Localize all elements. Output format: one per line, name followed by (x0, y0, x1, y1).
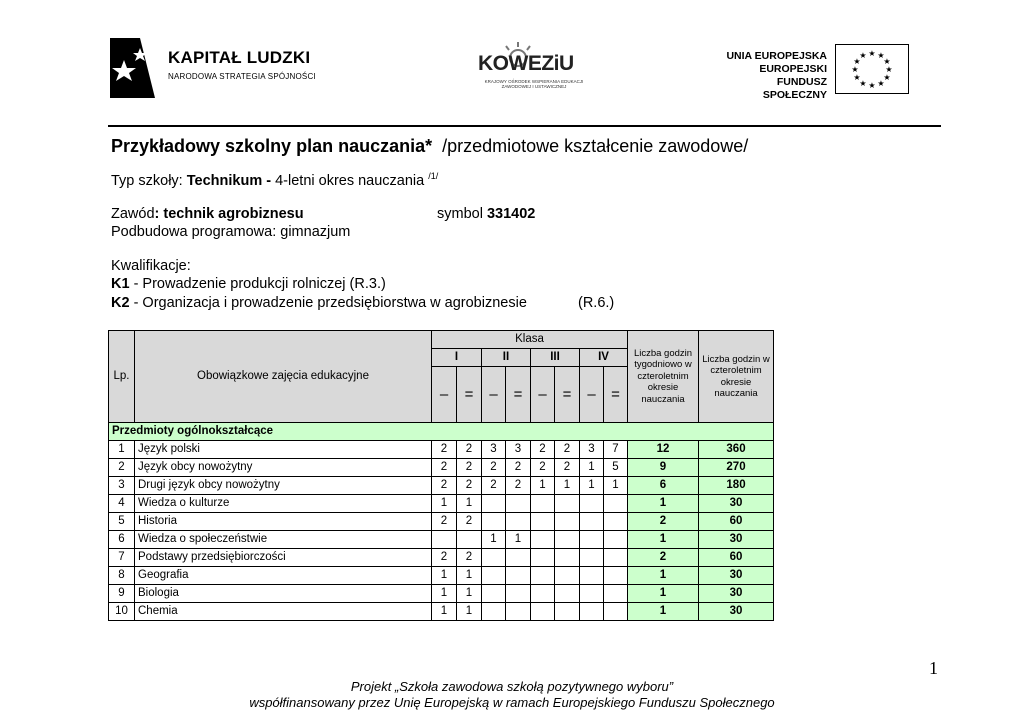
total-hours: 270 (699, 459, 774, 477)
semester-hours: 2 (432, 477, 457, 495)
semester-hours (604, 549, 628, 567)
semester-hours: 3 (506, 441, 531, 459)
svg-text:★: ★ (877, 79, 885, 88)
k1-code: K1 (111, 276, 130, 292)
header-semester: = (604, 367, 628, 423)
table-row (109, 441, 774, 459)
semester-hours: 1 (457, 567, 482, 585)
subject-name: Geografia (135, 567, 432, 585)
semester-hours: 1 (457, 585, 482, 603)
semester-hours (580, 603, 604, 621)
semester-hours: 1 (457, 495, 482, 513)
semester-hours (555, 603, 580, 621)
period-note: /1/ (428, 171, 439, 181)
subject-name: Biologia (135, 585, 432, 603)
profession-line (111, 206, 304, 222)
school-type-label: Typ szkoły: (111, 172, 187, 189)
table-row (109, 567, 774, 585)
svg-text:★: ★ (853, 73, 861, 82)
semester-hours (506, 513, 531, 531)
kapital-ludzki-subtitle: NARODOWA STRATEGIA SPÓJNOŚCI (168, 72, 316, 81)
page-title (111, 136, 748, 157)
footer-cofinancing: współfinansowany przez Unię Europejską w ramach Europejskiego Funduszu Społecznego (249, 695, 775, 710)
semester-hours: 1 (457, 603, 482, 621)
total-hours: 30 (699, 495, 774, 513)
semester-hours (531, 603, 555, 621)
semester-hours (482, 567, 506, 585)
semester-hours (604, 567, 628, 585)
school-type-value: Technikum - (186, 172, 272, 189)
svg-text:★: ★ (868, 49, 876, 58)
semester-hours: 2 (457, 513, 482, 531)
semester-hours (555, 585, 580, 603)
semester-hours (555, 549, 580, 567)
weekly-hours: 2 (628, 549, 699, 567)
semester-hours (531, 585, 555, 603)
subject-name: Chemia (135, 603, 432, 621)
kapital-ludzki-logo (110, 38, 320, 100)
semester-hours (555, 513, 580, 531)
svg-text:★: ★ (851, 65, 859, 74)
semester-hours: 1 (432, 585, 457, 603)
semester-hours: 2 (531, 441, 555, 459)
weekly-hours: 12 (628, 441, 699, 459)
row-number: 8 (109, 567, 135, 585)
qualification-k1 (111, 276, 386, 292)
kapital-ludzki-emblem-icon (110, 38, 155, 98)
header-class-1: I (432, 349, 482, 367)
semester-hours: 1 (580, 459, 604, 477)
weekly-hours: 1 (628, 585, 699, 603)
semester-hours: 2 (457, 477, 482, 495)
total-hours: 180 (699, 477, 774, 495)
header-semester: = (506, 367, 531, 423)
k1-text: - Prowadzenie produkcji rolniczej (R.3.) (129, 276, 386, 292)
semester-hours (580, 495, 604, 513)
row-number: 4 (109, 495, 135, 513)
semester-hours (482, 549, 506, 567)
header-semester: – (482, 367, 506, 423)
semester-hours: 2 (457, 459, 482, 477)
semester-hours (580, 585, 604, 603)
semester-hours (555, 495, 580, 513)
k2-ref: (R.6.) (578, 295, 615, 311)
semester-hours (531, 549, 555, 567)
header-semester: – (531, 367, 555, 423)
semester-hours (580, 531, 604, 549)
qualifications-heading: Kwalifikacje: (111, 258, 191, 274)
eu-flag-icon (835, 44, 909, 94)
subject-name: Drugi język obcy nowożytny (135, 477, 432, 495)
table-row (109, 531, 774, 549)
semester-hours (482, 495, 506, 513)
row-number: 2 (109, 459, 135, 477)
semester-hours: 3 (580, 441, 604, 459)
header-class-3: III (531, 349, 580, 367)
weekly-hours: 1 (628, 603, 699, 621)
semester-hours: 2 (531, 459, 555, 477)
period-text: 4-letni okres nauczania (271, 172, 429, 189)
semester-hours (531, 531, 555, 549)
semester-hours (555, 531, 580, 549)
semester-hours (604, 585, 628, 603)
total-hours: 30 (699, 531, 774, 549)
semester-hours: 2 (506, 459, 531, 477)
semester-hours: 1 (432, 567, 457, 585)
svg-text:★: ★ (877, 51, 885, 60)
total-hours: 30 (699, 603, 774, 621)
table-row (109, 549, 774, 567)
svg-text:★: ★ (859, 79, 867, 88)
title-sub: /przedmiotowe kształcenie zawodowe/ (442, 136, 749, 156)
table-row (109, 459, 774, 477)
semester-hours (531, 495, 555, 513)
semester-hours: 1 (506, 531, 531, 549)
header-divider (108, 125, 941, 127)
weekly-hours: 1 (628, 531, 699, 549)
weekly-hours: 1 (628, 495, 699, 513)
profession-label: Zawód (111, 206, 155, 222)
koweziu-logo (478, 44, 593, 96)
semester-hours (506, 585, 531, 603)
eu-line-2: EUROPEJSKI (759, 63, 827, 75)
table-row (109, 603, 774, 621)
semester-hours (506, 495, 531, 513)
subject-name: Język obcy nowożytny (135, 459, 432, 477)
semester-hours (580, 513, 604, 531)
table-row (109, 495, 774, 513)
row-number: 3 (109, 477, 135, 495)
semester-hours (580, 549, 604, 567)
row-number: 10 (109, 603, 135, 621)
school-type-line (111, 171, 438, 189)
semester-hours (482, 585, 506, 603)
semester-hours (604, 513, 628, 531)
svg-text:★: ★ (883, 57, 891, 66)
semester-hours (457, 531, 482, 549)
weekly-hours: 1 (628, 567, 699, 585)
semester-hours: 3 (482, 441, 506, 459)
row-number: 7 (109, 549, 135, 567)
semester-hours: 2 (482, 459, 506, 477)
total-hours: 60 (699, 549, 774, 567)
k2-code: K2 (111, 295, 130, 311)
eu-line-1: UNIA EUROPEJSKA (726, 50, 827, 62)
eu-text (712, 50, 827, 102)
semester-hours: 2 (432, 549, 457, 567)
total-hours: 30 (699, 567, 774, 585)
program-base: Podbudowa programowa: gimnazjum (111, 224, 351, 240)
total-hours: 60 (699, 513, 774, 531)
row-number: 9 (109, 585, 135, 603)
semester-hours: 5 (604, 459, 628, 477)
row-number: 5 (109, 513, 135, 531)
semester-hours (604, 531, 628, 549)
eu-line-3: FUNDUSZ SPOŁECZNY (762, 76, 827, 101)
semester-hours (506, 603, 531, 621)
semester-hours: 7 (604, 441, 628, 459)
header-lp: Lp. (109, 331, 135, 423)
semester-hours (506, 567, 531, 585)
semester-hours (531, 567, 555, 585)
kapital-ludzki-name: KAPITAŁ LUDZKI (168, 48, 311, 67)
row-number: 6 (109, 531, 135, 549)
semester-hours: 1 (604, 477, 628, 495)
svg-text:★: ★ (885, 65, 893, 74)
footer-project: Projekt „Szkoła zawodowa szkołą pozytywnego wyboru” (350, 679, 674, 694)
semester-hours: 2 (457, 441, 482, 459)
semester-hours: 1 (432, 603, 457, 621)
subject-name: Podstawy przedsiębiorczości (135, 549, 432, 567)
subject-name: Język polski (135, 441, 432, 459)
semester-hours: 1 (555, 477, 580, 495)
table-row (109, 477, 774, 495)
eu-logo (712, 44, 912, 101)
subject-name: Wiedza o społeczeństwie (135, 531, 432, 549)
semester-hours (604, 603, 628, 621)
table-row (109, 585, 774, 603)
semester-hours (555, 567, 580, 585)
svg-text:★: ★ (853, 57, 861, 66)
header-weekly-hours: Liczba godzin tygodniowo w czteroletnim okresie nauczania (628, 331, 699, 423)
semester-hours: 2 (432, 459, 457, 477)
semester-hours: 2 (555, 441, 580, 459)
weekly-hours: 9 (628, 459, 699, 477)
subject-name: Wiedza o kulturze (135, 495, 432, 513)
symbol-line (437, 206, 535, 222)
semester-hours: 2 (432, 441, 457, 459)
header-semester: = (555, 367, 580, 423)
page-number: 1 (929, 658, 938, 678)
qualification-k2 (111, 295, 527, 311)
semester-hours (432, 531, 457, 549)
header-subject: Obowiązkowe zajęcia edukacyjne (135, 331, 432, 423)
semester-hours: 1 (580, 477, 604, 495)
semester-hours: 2 (506, 477, 531, 495)
profession-value: : technik agrobiznesu (154, 206, 304, 222)
koweziu-subtitle: KRAJOWY OŚRODEK WSPIERANIA EDUKACJI ZAWODOWEJ I USTAWICZNEJ (484, 79, 584, 89)
semester-hours: 2 (482, 477, 506, 495)
header-class-4: IV (580, 349, 628, 367)
symbol-label: symbol (437, 206, 487, 222)
total-hours: 360 (699, 441, 774, 459)
header-class-2: II (482, 349, 531, 367)
weekly-hours: 2 (628, 513, 699, 531)
semester-hours: 1 (482, 531, 506, 549)
semester-hours: 1 (531, 477, 555, 495)
header-klasa: Klasa (432, 331, 628, 349)
semester-hours: 2 (457, 549, 482, 567)
svg-text:★: ★ (868, 81, 876, 90)
koweziu-name: KOWEZiU (478, 52, 574, 75)
semester-hours (531, 513, 555, 531)
svg-text:★: ★ (859, 51, 867, 60)
header-total-hours: Liczba godzin w czteroletnim okresie nauczania (699, 331, 774, 423)
section-general-subjects: Przedmioty ogólnokształcące (109, 423, 774, 441)
svg-text:★: ★ (883, 73, 891, 82)
semester-hours: 2 (432, 513, 457, 531)
curriculum-table (108, 330, 774, 621)
header-semester: = (457, 367, 482, 423)
title-main: Przykładowy szkolny plan nauczania* (111, 136, 433, 156)
semester-hours (482, 513, 506, 531)
weekly-hours: 6 (628, 477, 699, 495)
semester-hours: 2 (555, 459, 580, 477)
total-hours: 30 (699, 585, 774, 603)
symbol-value: 331402 (486, 206, 536, 222)
header-semester: – (580, 367, 604, 423)
row-number: 1 (109, 441, 135, 459)
semester-hours (604, 495, 628, 513)
header-semester: – (432, 367, 457, 423)
semester-hours: 1 (432, 495, 457, 513)
semester-hours (506, 549, 531, 567)
semester-hours (482, 603, 506, 621)
subject-name: Historia (135, 513, 432, 531)
table-row (109, 513, 774, 531)
k2-text: - Organizacja i prowadzenie przedsiębiorstwa w agrobiznesie (129, 295, 527, 311)
semester-hours (580, 567, 604, 585)
